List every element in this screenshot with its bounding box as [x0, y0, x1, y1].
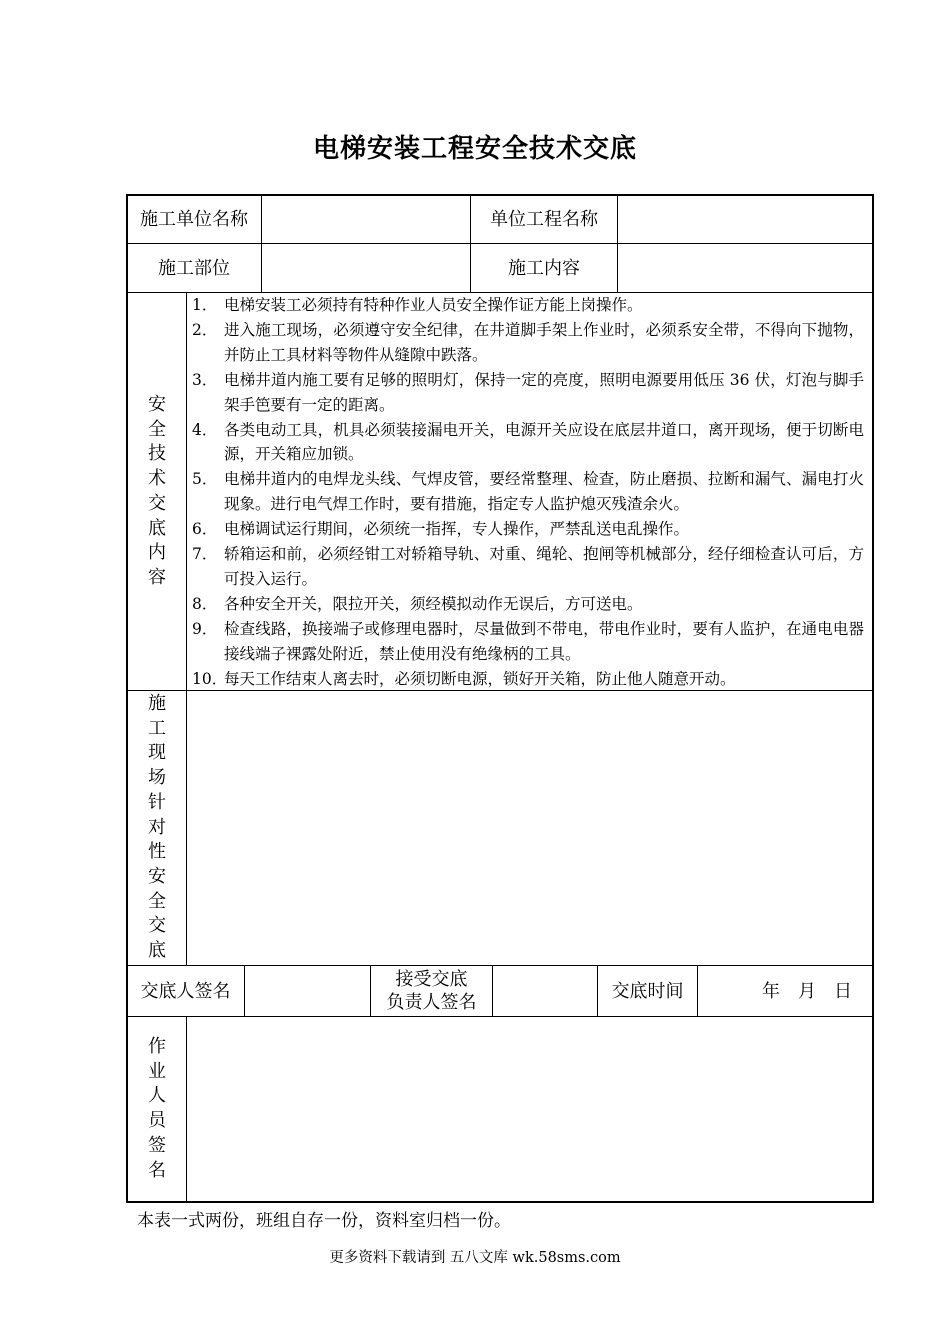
- discloser-signature-label: 交底人签名: [140, 980, 231, 1002]
- construction-content-field[interactable]: [618, 244, 872, 292]
- footer-text: 更多资料下载请到 五八文库 wk.58sms.com: [329, 1250, 621, 1266]
- item-text: 进入施工现场，必须遵守安全纪律，在井道脚手架上作业时，必须系安全带，不得向下抛物，并防止工具材料等物件从缝隙中跌落。: [224, 320, 864, 364]
- unit-name-label: 施工单位名称: [140, 208, 248, 230]
- form-note: 本表一式两份，班组自存一份，资料室归档一份。: [137, 1211, 511, 1231]
- site-safety-field[interactable]: [188, 692, 872, 964]
- item-number: 7．: [192, 545, 218, 564]
- disclosure-time-label: 交底时间: [611, 980, 684, 1002]
- item-number: 10．: [192, 669, 228, 688]
- label-char: 交: [148, 492, 166, 514]
- construction-part-field[interactable]: [262, 244, 470, 292]
- label-char: 针: [148, 791, 166, 813]
- worker-signature-field[interactable]: [188, 1018, 872, 1201]
- receiver-signature-label: [371, 966, 492, 1016]
- item-text: 检查线路，换接端子或修理电器时，尽量做到不带电，带电作业时，要有人监护，在通电电器接线端子裸露处附近，禁止使用没有绝缘柄的工具。: [224, 619, 864, 663]
- item-number: 9．: [192, 619, 218, 638]
- receiver-signature-field[interactable]: [493, 966, 597, 1016]
- label-char: 全: [148, 418, 166, 440]
- col-divider: [186, 292, 187, 966]
- list-item: [192, 667, 864, 692]
- label-char: 性: [148, 841, 166, 863]
- label-char: 场: [148, 767, 166, 789]
- label-char: 交: [148, 915, 166, 937]
- label-char: 现: [148, 742, 166, 764]
- label-char: 业: [148, 1060, 166, 1082]
- label-char: 施: [148, 693, 166, 714]
- item-text: 每天工作结束人离去时，必须切断电源，锁好开关箱，防止他人随意开动。: [224, 669, 736, 688]
- label-char: 签: [148, 1134, 166, 1156]
- label-char: 工: [148, 717, 166, 739]
- row-divider: [126, 1016, 874, 1017]
- label-char: 作: [148, 1036, 166, 1057]
- safety-items-list: [192, 293, 864, 692]
- list-item: [192, 318, 864, 368]
- item-number: 5．: [192, 470, 218, 489]
- project-name-label: 单位工程名称: [490, 208, 598, 230]
- list-item: [192, 617, 864, 667]
- item-text: 各类电动工具，机具必须装接漏电开关，电源开关应设在底层井道口，离开现场，便于切断电源，开关箱应加锁。: [224, 420, 864, 464]
- list-item: [192, 418, 864, 468]
- label-char: 名: [148, 1159, 166, 1181]
- item-text: 电梯安装工必须持有特种作业人员安全操作证方能上岗操作。: [224, 296, 643, 314]
- label-char: 对: [148, 816, 166, 838]
- list-item: [192, 517, 864, 542]
- list-item: [192, 542, 864, 592]
- item-text: 电梯井道内的电焊龙头线、气焊皮管，要经常整理、检查，防止磨损、拉断和漏气、漏电打火现象。进行电气焊工作时，要有措施，指定专人监护熄灭残渣余火。: [224, 470, 864, 514]
- item-text: 各种安全开关，限拉开关，须经模拟动作无误后，方可送电。: [224, 594, 643, 613]
- item-text: 电梯调试运行期间，必须统一指挥，专人操作，严禁乱送电乱操作。: [224, 520, 690, 539]
- list-item: [192, 293, 864, 318]
- receiver-label-line1: 接受交底: [395, 969, 468, 990]
- item-number: 4．: [192, 420, 218, 439]
- item-number: 6．: [192, 520, 218, 539]
- label-char: 全: [148, 890, 166, 912]
- col-divider: [186, 1016, 187, 1203]
- construction-part-label: 施工部位: [158, 257, 230, 279]
- label-char: 容: [148, 566, 166, 588]
- label-char: 员: [148, 1110, 166, 1132]
- receiver-label-line2: 负责人签名: [386, 992, 477, 1013]
- label-char: 底: [148, 940, 166, 962]
- label-char: 内: [148, 542, 166, 564]
- label-char: 底: [148, 517, 166, 539]
- item-number: 8．: [192, 594, 218, 613]
- list-item: [192, 368, 864, 418]
- item-text: 电梯井道内施工要有足够的照明灯，保持一定的亮度，照明电源要用低压 36 伏，灯泡与脚手架手笆要有一定的距离。: [224, 370, 864, 414]
- list-item: [192, 592, 864, 617]
- project-name-field[interactable]: [618, 195, 872, 243]
- unit-name-field[interactable]: [262, 195, 470, 243]
- discloser-signature-field[interactable]: [245, 966, 370, 1016]
- item-number: 1．: [192, 296, 218, 314]
- label-char: 安: [148, 394, 166, 415]
- construction-content-label: 施工内容: [508, 257, 580, 279]
- disclosure-date-field[interactable]: 年 月 日: [762, 980, 852, 1002]
- worker-section-label: [142, 1035, 172, 1183]
- safety-section-label: [142, 393, 172, 591]
- page-title: 电梯安装工程安全技术交底: [312, 134, 637, 164]
- site-section-label: [142, 692, 172, 964]
- list-item: [192, 467, 864, 517]
- item-text: 轿箱运和前，必须经钳工对轿箱导轨、对重、绳轮、抱闸等机械部分，经仔细检查认可后，方可投入运行。: [224, 545, 864, 588]
- item-number: 2．: [192, 320, 218, 339]
- label-char: 术: [148, 468, 166, 490]
- label-char: 技: [148, 443, 166, 465]
- label-char: 人: [148, 1085, 166, 1107]
- item-number: 3．: [192, 370, 218, 389]
- label-char: 安: [148, 865, 166, 887]
